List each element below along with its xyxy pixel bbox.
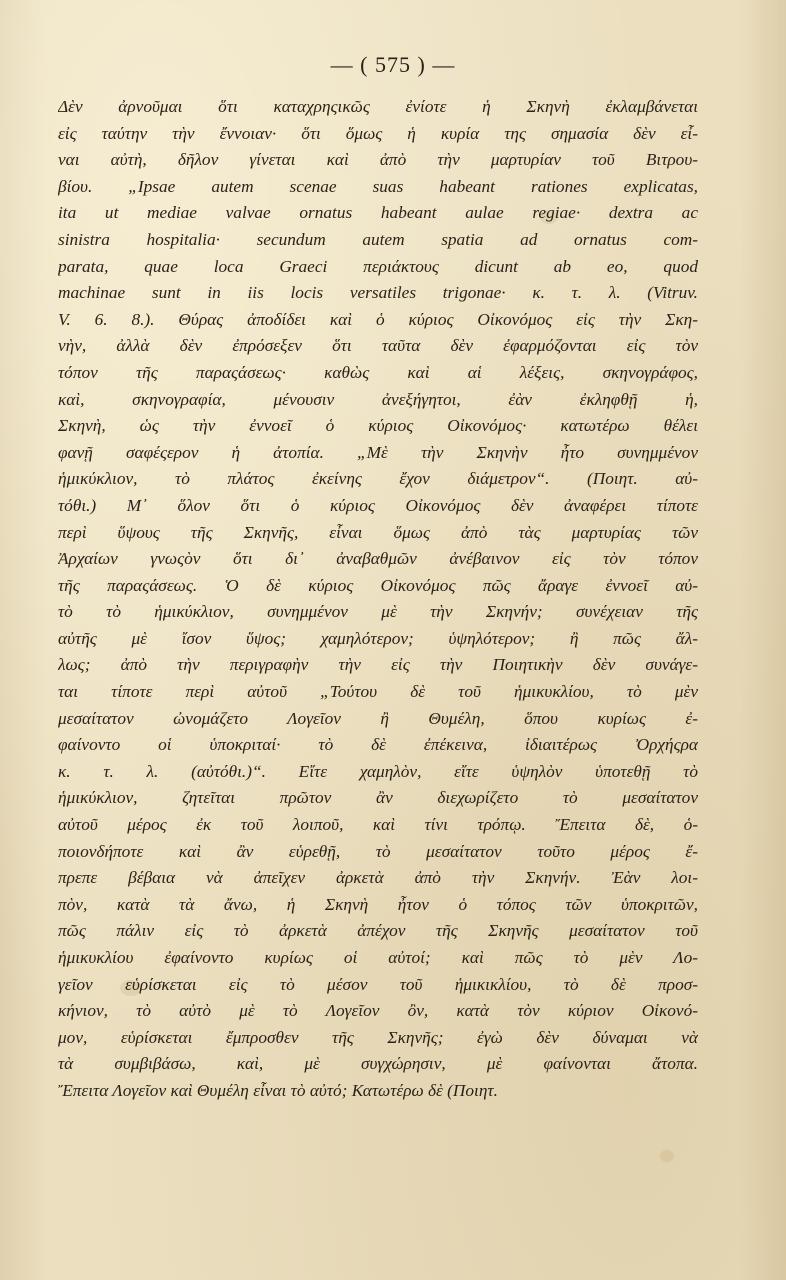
text-line: κήνιον, τὸ αὐτὸ μὲ τὸ Λογεῖον ὂν, κατὰ τὸν κύριον Οἰκονό- [58,1001,698,1021]
text-line: ἡμικυκλίου ἐφαίνοντο κυρίως οἱ αὐτοί; καὶ πῶς τὸ μὲν Λο- [58,948,698,967]
text-line: πὸν, κατὰ τὰ ἄνω, ἡ Σκηνὴ ἦτον ὁ τόπος τῶν ὑποκριτῶν, [58,894,698,914]
page-number: — ( 575 ) — [330,52,456,77]
text-line: νὴν, ἀλλὰ δὲν ἐπρόσεξεν ὅτι ταῦτα δὲν ἐφαρμόζονται εἰς τὸν [58,336,698,356]
text-line: ται τίποτε περὶ αὐτοῦ „Τούτου δὲ τοῦ ἡμικυκλίου, τὸ μὲν [58,682,698,702]
text-line: αὐτοῦ μέρος ἐκ τοῦ λοιποῦ, καὶ τίνι τρόπῳ. Ἔπειτα δὲ, ὁ- [58,815,698,835]
text-line: Σκηνὴ, ὡς τὴν ἐννοεῖ ὁ κύριος Οἰκονόμος· κατωτέρω θέλει [58,416,698,436]
text-line: μον, εὑρίσκεται ἔμπροσθεν τῆς Σκηνῆς; ἐγὼ δὲν δύναμαι νὰ [58,1027,698,1047]
text-line: Ἀρχαίων γνωςὸν ὅτι δι᾽ ἀναβαθμῶν ἀνέβαινον εἰς τὸν τόπον [58,549,698,569]
text-line: τῆς παραςάσεως. Ὁ δὲ κύριος Οἰκονόμος πῶς ἄραγε ἐννοεῖ αὐ- [58,575,698,595]
text-line: φανῇ σαφέςερον ἡ ἀτοπία. „Μὲ τὴν Σκηνὴν ἦτο συνημμένον [58,442,698,462]
text-line: εἰς ταύτην τὴν ἔννοιαν· ὅτι ὅμως ἡ κυρία της σημασία δὲν εἶ- [58,123,698,143]
text-line: parata, quae loca Graeci περιάκτους dicunt ab eo, quod [58,256,698,276]
text-line: sinistra hospitalia· secundum autem spatia ad ornatus com- [58,229,698,249]
text-line: αὐτῆς μὲ ἴσον ὕψος; χαμηλότερον; ὑψηλότερον; ἢ πῶς ἄλ- [58,628,698,648]
text-line: Ἔπειτα Λογεῖον καὶ Θυμέλη εἶναι τὸ αὐτό; Κατωτέρω δὲ (Ποιητ. [58,1080,498,1100]
text-line: ναι αὐτὴ, δῆλον γίνεται καὶ ἀπὸ τὴν μαρτυρίαν τοῦ Βιτρου- [58,150,698,170]
text-line: ita ut mediae valvae ornatus habeant aulae regiae· dextra ac [58,203,698,223]
text-line: μεσαίτατον ὠνομάζετο Λογεῖον ἢ Θυμέλη, ὅπου κυρίως ἐ- [58,708,698,728]
text-line: τόπον τῆς παραςάσεως· καθὼς καὶ αἱ λέξεις, σκηνογράφος, [58,362,698,382]
text-line: κ. τ. λ. (αὐτόθι.)“. Εἴτε χαμηλὸν, εἴτε ὑψηλὸν ὑποτεθῇ τὸ [58,761,698,781]
text-line: machinae sunt in iis locis versatiles trigonae· κ. τ. λ. (Vitruv. [58,283,698,303]
text-line: ἡμικύκλιον, ζητεῖται πρῶτον ἂν διεχωρίζετο τὸ μεσαίτατον [58,788,698,808]
text-line: ποιονδήποτε καὶ ἂν εὑρεθῇ, τὸ μεσαίτατον τοῦτο μέρος ἔ- [58,841,698,861]
text-line: πῶς πάλιν εἰς τὸ ἀρκετὰ ἀπέχον τῆς Σκηνῆς μεσαίτατον τοῦ [58,921,698,941]
text-line: περὶ ὕψους τῆς Σκηνῆς, εἶναι ὅμως ἀπὸ τὰς μαρτυρίας τῶν [58,522,698,542]
body-text [58,94,698,1105]
text-line: τόθι.) Μ᾽ ὅλον ὅτι ὁ κύριος Οἰκονόμος δὲν ἀναφέρει τίποτε [58,495,698,515]
text-line: γεῖον εὑρίσκεται εἰς τὸ μέσον τοῦ ἡμικικλίου, τὸ δὲ προσ- [58,974,698,994]
text-line: ἡμικύκλιον, τὸ πλάτος ἐκείνης ἔχον διάμετρον“. (Ποιητ. αὐ- [58,469,698,489]
text-line: πρεπε βέβαια νὰ ἀπεῖχεν ἀρκετὰ ἀπὸ τὴν Σκηνήν. Ἐὰν λοι- [58,868,698,888]
text-line: τὸ τὸ ἡμικύκλιον, συνημμένον μὲ τὴν Σκηνήν; συνέχειαν τῆς [58,602,698,622]
text-line: καὶ, σκηνογραφία, μένουσιν ἀνεξήγητοι, ἐὰν ἐκληφθῇ ἡ, [58,389,698,409]
text-line: V. 6. 8.). Θύρας ἀποδίδει καὶ ὁ κύριος Οἰκονόμος εἰς τὴν Σκη- [58,309,698,329]
text-line: φαίνοντο οἱ ὑποκριταί· τὸ δὲ ἐπέκεινα, ἰδιαιτέρως Ὀρχήςρα [58,735,698,755]
paper-stain [660,1150,674,1162]
text-line: λως; ἀπὸ τὴν περιγραφὴν τὴν εἰς τὴν Ποιητικὴν δὲν συνάγε- [58,655,698,675]
text-line: Δὲν ἀρνοῦμαι ὅτι καταχρηςικῶς ἐνίοτε ἡ Σκηνὴ ἐκλαμβάνεται [58,97,698,116]
text-line: τὰ συμβιβάσω, καὶ, μὲ συγχώρησιν, μὲ φαίνονται ἄτοπα. [58,1054,698,1074]
text-line: βίου. „Ipsae autem scenae suas habeant rationes explicatas, [58,176,698,196]
